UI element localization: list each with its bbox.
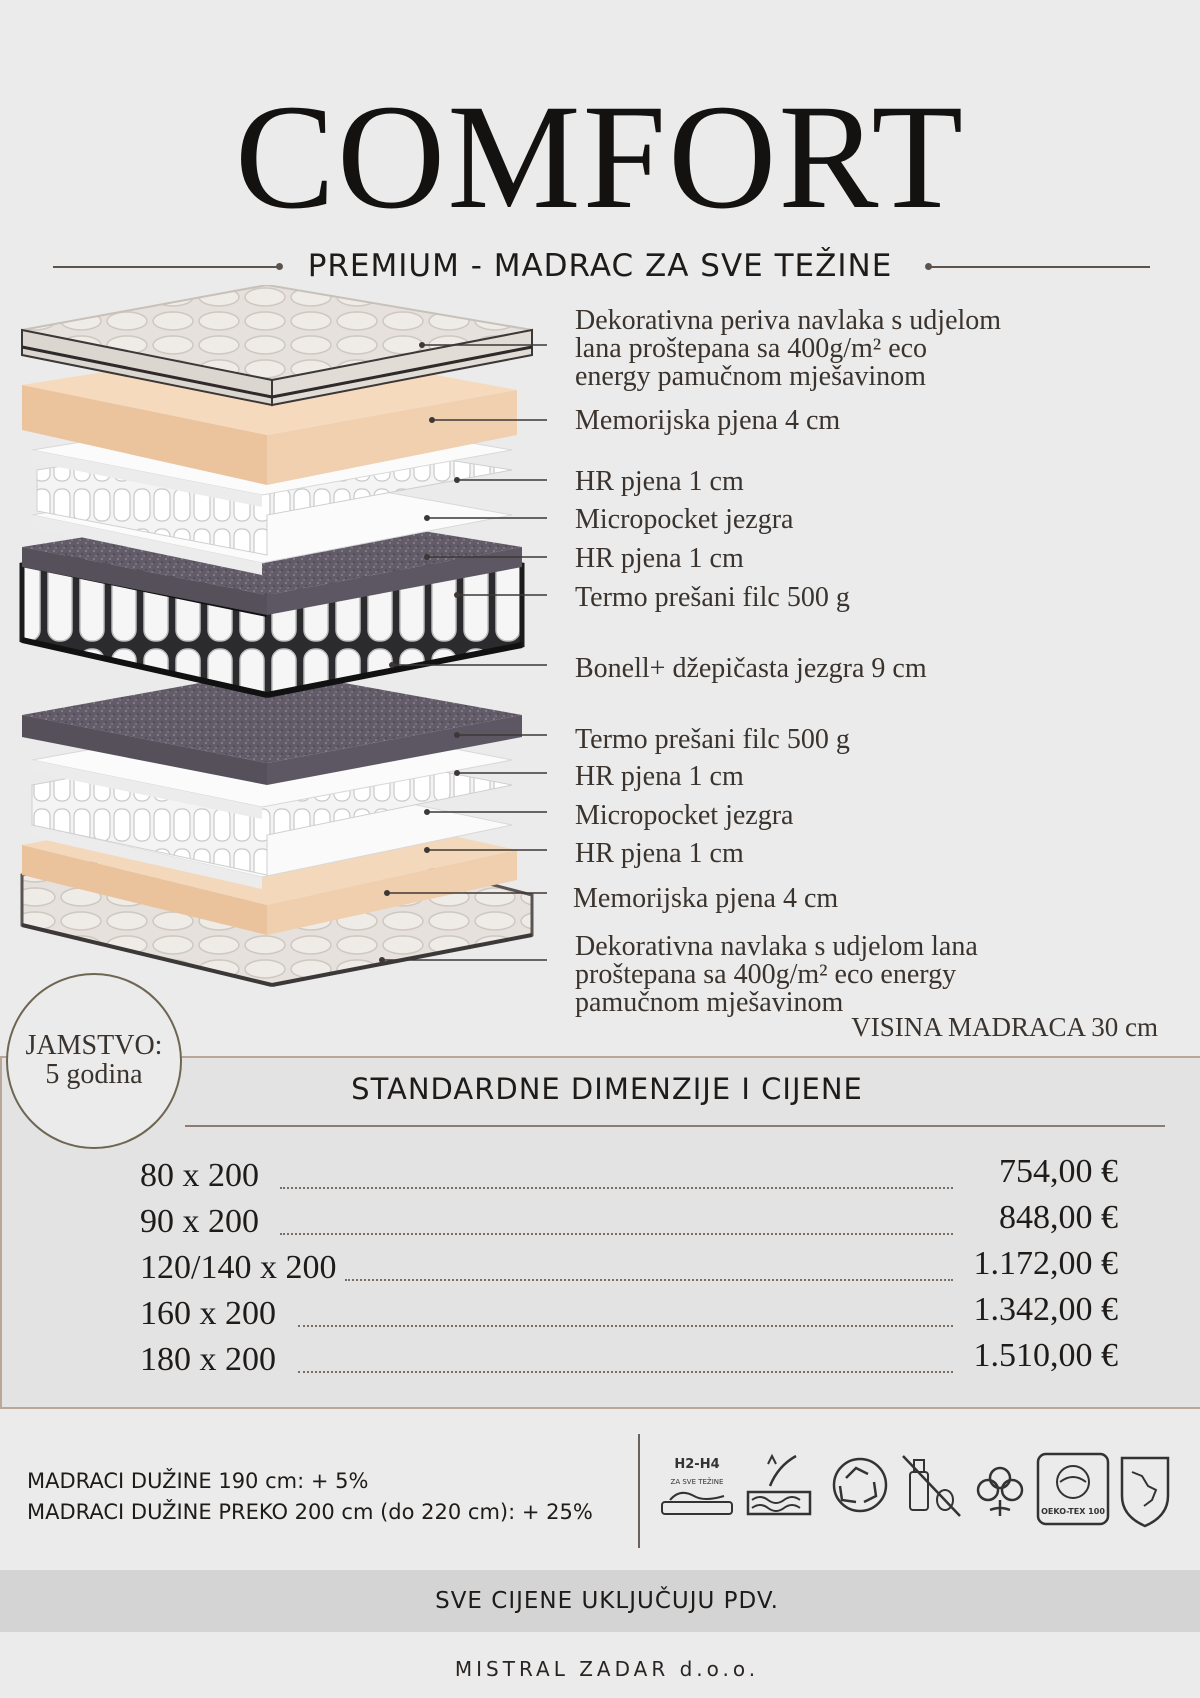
price-row [140, 1247, 1118, 1287]
price-row-price: 848,00 € [999, 1199, 1118, 1236]
warranty-value: 5 godina [45, 1059, 143, 1090]
mattress-layers-illustration [12, 285, 552, 1055]
layer-label-micropocket-bottom: Micropocket jezgra [575, 800, 794, 831]
layer-label-felt-top: Termo prešani filc 500 g [575, 582, 850, 613]
price-row [140, 1293, 1118, 1333]
pressure-relief-icon [748, 1456, 810, 1514]
price-row-dots [280, 1233, 953, 1235]
notes-divider [638, 1434, 640, 1548]
layer-label-hr-foam-2: HR pjena 1 cm [575, 543, 744, 574]
warranty-label: JAMSTVO: [25, 1030, 163, 1061]
price-row-dots [345, 1279, 953, 1281]
layer-label-line: proštepana sa 400g/m² eco energy [575, 959, 957, 990]
layer-label-bottom-cover [575, 933, 978, 1017]
layer-label-hr-foam-3: HR pjena 1 cm [575, 761, 744, 792]
price-row-dots [298, 1325, 953, 1327]
layer-label-hr-foam-4: HR pjena 1 cm [575, 838, 744, 869]
price-row-dots [280, 1187, 953, 1189]
price-panel-rule [185, 1125, 1165, 1127]
firmness-label: H2-H4 [674, 1457, 720, 1472]
oeko-tex-label: OEKO-TEX 100 [1041, 1507, 1105, 1516]
layer-label-top-cover [575, 307, 1001, 391]
subtitle-rule-right [928, 266, 1150, 268]
layer-label-felt-bottom: Termo prešani filc 500 g [575, 724, 850, 755]
company-name: MISTRAL ZADAR d.o.o. [454, 1657, 760, 1681]
length-note-190: MADRACI DUŽINE 190 cm: + 5% [27, 1469, 369, 1493]
vat-note: SVE CIJENE UKLJUČUJU PDV. [435, 1588, 779, 1614]
layer-label-bonell-core: Bonell+ džepičasta jezgra 9 cm [575, 653, 927, 684]
price-row-price: 1.342,00 € [973, 1291, 1118, 1328]
croatia-icon [1122, 1458, 1168, 1526]
vat-band [0, 1570, 1200, 1632]
price-row-price: 754,00 € [999, 1153, 1118, 1190]
price-row-price: 1.172,00 € [973, 1245, 1118, 1282]
product-subtitle: PREMIUM - MADRAC ZA SVE TEŽINE [307, 248, 893, 284]
price-row [140, 1339, 1118, 1379]
mattress-height-label: VISINA MADRACA 30 cm [851, 1012, 1158, 1042]
price-row [140, 1201, 1118, 1241]
length-surcharge-notes [27, 1466, 593, 1528]
anti-mite-icon [903, 1456, 960, 1516]
layer-label-line: lana proštepana sa 400g/m² eco [575, 333, 928, 364]
product-title: COMFORT [234, 74, 966, 240]
price-row-size: 80 x 200 [140, 1157, 267, 1195]
layer-label-memory-foam-bottom: Memorijska pjena 4 cm [573, 883, 839, 914]
cotton-icon [978, 1468, 1022, 1516]
price-row-size: 90 x 200 [140, 1203, 267, 1241]
price-row-size: 120/140 x 200 [140, 1249, 344, 1287]
layer-label-line: energy pamučnom mješavinom [575, 361, 926, 392]
oeko-tex-icon [1038, 1454, 1108, 1524]
price-row-price: 1.510,00 € [973, 1337, 1118, 1374]
warranty-badge [6, 973, 182, 1149]
length-note-over-200: MADRACI DUŽINE PREKO 200 cm (do 220 cm): + 25% [27, 1500, 593, 1524]
price-row-size: 160 x 200 [140, 1295, 284, 1333]
recycle-icon [834, 1459, 886, 1511]
price-panel-title: STANDARDNE DIMENZIJE I CIJENE [351, 1072, 863, 1106]
layer-label-memory-foam-top: Memorijska pjena 4 cm [575, 405, 841, 436]
firmness-sublabel: ZA SVE TEŽINE [670, 1478, 724, 1486]
feature-icons-row [660, 1452, 1180, 1532]
price-row-size: 180 x 200 [140, 1341, 284, 1379]
subtitle-row [50, 248, 1150, 288]
layer-label-micropocket-top: Micropocket jezgra [575, 504, 794, 535]
layer-label-line: Dekorativna periva navlaka s udjelom [575, 305, 1002, 336]
layer-label-line: Dekorativna navlaka s udjelom lana [575, 931, 978, 962]
price-row-dots [298, 1371, 953, 1373]
layer-label-line: pamučnom mješavinom [575, 987, 844, 1018]
layer-label-hr-foam-1: HR pjena 1 cm [575, 466, 744, 497]
firmness-icon [662, 1457, 732, 1514]
price-row [140, 1155, 1118, 1195]
